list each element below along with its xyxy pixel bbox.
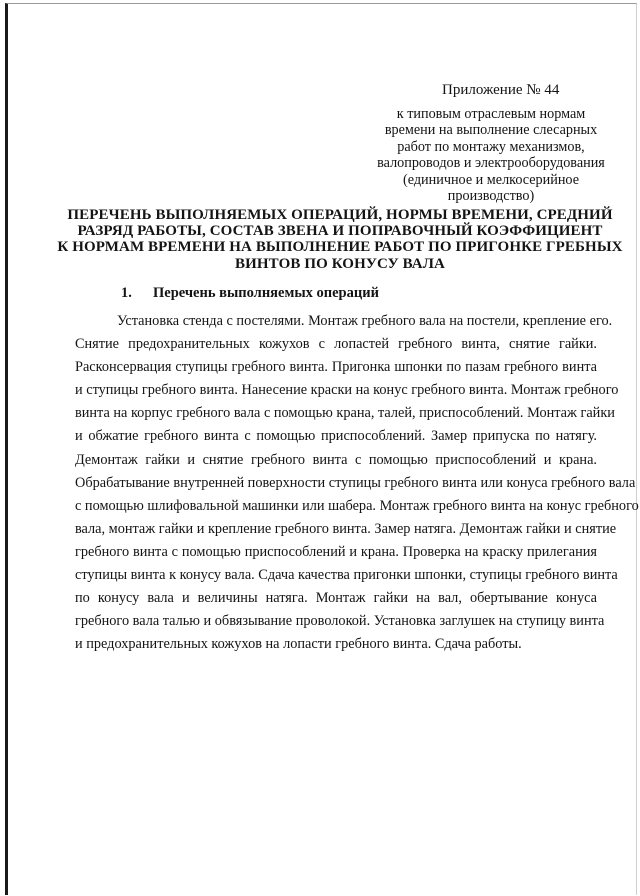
body-line: по конусу вала и величины натяга. Монтаж гайки на вал, обертывание конуса bbox=[75, 590, 597, 607]
body-line: Снятие предохранительных кожухов с лопастей гребного винта, снятие гайки. bbox=[75, 336, 597, 353]
body-line: и ступицы гребного винта. Нанесение краски на конус гребного винта. Монтаж гребного bbox=[75, 382, 619, 399]
body-line: Обрабатывание внутренней поверхности ступицы гребного винта или конуса гребного вала bbox=[75, 474, 636, 491]
section-heading-text: Перечень выполняемых операций bbox=[153, 285, 379, 301]
body-line: и предохранительных кожухов на лопасти гребного винта. Сдача работы. bbox=[75, 636, 522, 653]
appendix-description-line: работ по монтажу механизмов, bbox=[397, 138, 585, 155]
body-line: винта на корпус гребного вала с помощью крана, талей, приспособлений. Монтаж гайки bbox=[75, 405, 615, 422]
body-line: гребного вала талью и обвязывание проволокой. Установка заглушек на ступицу винта bbox=[75, 613, 605, 630]
section-body bbox=[75, 310, 639, 656]
title-line: ВИНТОВ ПО КОНУСУ ВАЛА bbox=[235, 255, 445, 272]
appendix-description-line: к типовым отраслевым нормам bbox=[396, 106, 586, 122]
title-line: ПЕРЕЧЕНЬ ВЫПОЛНЯЕМЫХ ОПЕРАЦИЙ, НОРМЫ ВРЕМЕНИ, СРЕДНИЙ bbox=[67, 207, 613, 223]
section-heading bbox=[121, 285, 379, 302]
title-line: К НОРМАМ ВРЕМЕНИ НА ВЫПОЛНЕНИЕ РАБОТ ПО ПРИГОНКЕ ГРЕБНЫХ bbox=[57, 239, 623, 256]
appendix-description-line: валопроводов и электрооборудования bbox=[377, 155, 605, 172]
body-line: Демонтаж гайки и снятие гребного винта с помощью приспособлений и крана. bbox=[75, 451, 597, 468]
section-number: 1. bbox=[121, 285, 132, 301]
body-line: вала, монтаж гайки и крепление гребного винта. Замер натяга. Демонтаж гайки и снятие bbox=[75, 520, 617, 537]
title-line: РАЗРЯД РАБОТЫ, СОСТАВ ЗВЕНА И ПОПРАВОЧНЫЙ КОЭФФИЦИЕНТ bbox=[77, 223, 603, 240]
body-line: ступицы винта к конусу вала. Сдача качества пригонки шпонки, ступицы гребного винта bbox=[75, 567, 618, 584]
body-line: и обжатие гребного винта с помощью приспособлений. Замер припуска по натягу. bbox=[75, 428, 597, 445]
body-line: Расконсервация ступицы гребного винта. Пригонка шпонки по пазам гребного винта bbox=[75, 359, 597, 376]
appendix-description bbox=[360, 106, 622, 204]
body-line: гребного винта с помощью приспособлений и крана. Проверка на краску прилегания bbox=[75, 543, 597, 560]
body-line: с помощью шлифовальной машинки или шабера. Монтаж гребного винта на конус гребного bbox=[75, 497, 639, 514]
appendix-number: Приложение № 44 bbox=[442, 82, 560, 98]
appendix-description-line: времени на выполнение слесарных bbox=[384, 122, 598, 139]
appendix-description-line: (единичное и мелкосерийное bbox=[403, 171, 579, 188]
appendix-description-line: производство) bbox=[447, 188, 535, 205]
document-title bbox=[56, 207, 624, 272]
body-line: Установка стенда с постелями. Монтаж гребного вала на постели, крепление его. bbox=[117, 313, 613, 329]
